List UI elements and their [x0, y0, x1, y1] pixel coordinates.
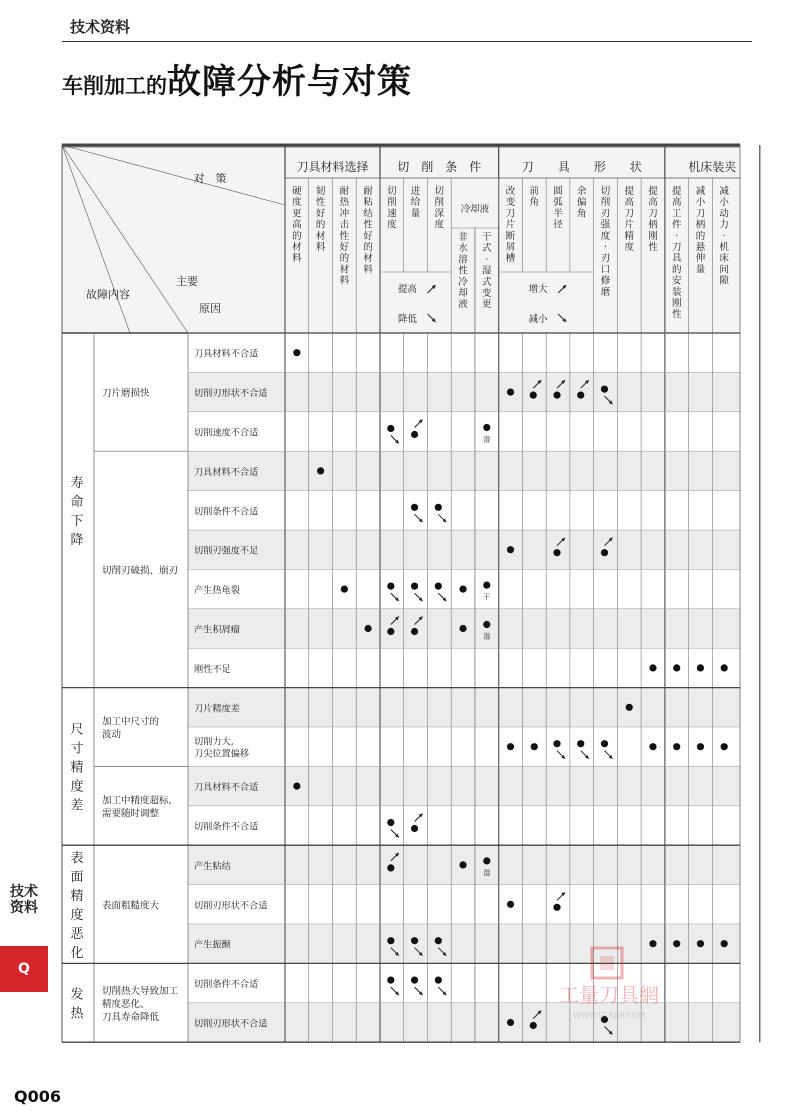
column-header-char: ·	[485, 254, 489, 266]
column-header-char: 的	[339, 253, 350, 265]
mark-dot	[387, 977, 394, 984]
column-header-char: 圆	[553, 186, 563, 197]
category-label-char: 寿	[70, 475, 84, 491]
mark-dot	[531, 743, 538, 750]
title-prefix: 车削加工的	[62, 74, 167, 98]
column-header-char: 度	[434, 219, 445, 231]
column-header-char: 机	[719, 242, 729, 253]
column-header-char: 减	[719, 186, 729, 197]
column-header-char: 更	[482, 299, 492, 311]
mark-dot	[483, 582, 490, 589]
column-header-char: 量	[695, 264, 706, 276]
column-header-char: 的	[671, 264, 682, 276]
mark-dot	[530, 392, 537, 399]
column-header-char: 余	[576, 186, 587, 197]
column-header-char: 悬	[695, 242, 706, 253]
cause-label: 刀具材料不合适	[194, 348, 259, 360]
group-header-3: 机床装夹	[688, 160, 737, 174]
column-header-char: ·	[675, 230, 679, 242]
column-header-char: 的	[695, 230, 706, 242]
cause-label: 切削刃形状不合适	[194, 1018, 268, 1030]
column-header-char: 小	[719, 197, 729, 209]
column-header-char: 片	[624, 219, 634, 231]
column-header-char: 切	[387, 186, 397, 197]
mark-dot	[721, 940, 728, 947]
column-header-char: 动	[719, 208, 729, 220]
column-header-char: 料	[339, 275, 350, 287]
column-header-char: 变	[505, 197, 516, 209]
column-header-char: 槽	[505, 253, 516, 265]
column-header-char: 小	[695, 197, 706, 209]
section-tag: 技术资料	[70, 18, 131, 36]
category-label-char: 精	[70, 888, 84, 904]
column-header-char: 柄	[695, 219, 706, 231]
watermark-logo	[534, 946, 684, 1026]
mark-dot	[697, 664, 704, 671]
page-number: Q006	[14, 1087, 61, 1106]
fault-label: 加工中精度超标,	[102, 795, 172, 807]
column-header-char: 的	[315, 219, 326, 231]
legend-shape-down: 减小	[528, 314, 548, 325]
mark-dot	[435, 937, 442, 944]
corner-cause: 原因	[199, 302, 221, 315]
row-bg	[188, 727, 740, 766]
group-header-1: 切 削 条 件	[397, 160, 482, 174]
mark-dot	[411, 977, 418, 984]
mark-dot	[411, 628, 418, 635]
column-header-char: 刚	[648, 230, 658, 242]
column-header-char: 间	[719, 264, 729, 276]
column-header-char: 隙	[719, 275, 729, 287]
column-header-char: 材	[292, 242, 302, 253]
row-bg	[188, 766, 740, 805]
column-header-char: 提	[671, 186, 682, 197]
side-tab-line-2: 资料	[10, 900, 38, 916]
mark-dot	[601, 549, 608, 556]
column-header-char: 具	[671, 253, 682, 265]
column-header-char: 度	[387, 219, 397, 231]
column-header-char: ·	[722, 230, 726, 242]
cause-label: 切削条件不合适	[194, 821, 259, 833]
mark-dot	[435, 504, 442, 511]
column-header-char: 性	[648, 242, 658, 253]
mark-dot	[387, 425, 394, 432]
row-bg	[188, 372, 740, 411]
mark-dot	[411, 583, 418, 590]
side-tab-letter: Q	[0, 946, 48, 992]
mark-dot	[459, 586, 466, 593]
cause-label: 刀具材料不合适	[194, 466, 259, 478]
mark-dot	[293, 783, 300, 790]
column-header-char: 工	[671, 208, 682, 220]
column-header-char: 击	[339, 219, 350, 231]
column-header-char: 材	[363, 253, 373, 265]
column-header-char: 料	[363, 264, 373, 276]
category-label-char: 恶	[70, 926, 84, 942]
mark-dot	[411, 431, 418, 438]
mark-note: 干	[483, 593, 491, 602]
column-header-char: 性	[315, 197, 326, 209]
cause-label: 切削刃形状不合适	[194, 388, 268, 400]
column-header-char: 削	[434, 197, 445, 209]
column-header-char: 强	[600, 219, 611, 231]
fault-label: 加工中尺寸的	[102, 716, 160, 728]
column-header-char: 角	[576, 208, 587, 220]
column-header-char: 刀	[624, 208, 634, 220]
column-header-char: 量	[410, 208, 421, 220]
column-header-char: 冲	[339, 208, 350, 220]
mark-dot	[483, 857, 490, 864]
column-header-char: 溶	[458, 254, 468, 266]
cause-label: 切削力大,	[194, 736, 234, 748]
column-header-char: 切	[600, 186, 611, 197]
category-label-char: 降	[70, 532, 84, 548]
row-bg	[188, 688, 740, 727]
column-header-char: 安	[671, 275, 682, 287]
category-label-char: 度	[70, 779, 84, 795]
mark-dot	[673, 743, 680, 750]
category-label-char: 面	[70, 869, 84, 885]
column-header-char: 液	[458, 299, 468, 311]
column-header-char: 水	[458, 243, 468, 255]
mark-dot	[411, 937, 418, 944]
mark-dot	[649, 743, 656, 750]
column-header-char: 片	[505, 219, 516, 231]
legend-cut-up: 提高	[398, 284, 418, 295]
mark-dot	[387, 628, 394, 635]
column-header-char: 热	[339, 197, 350, 209]
category-label-char: 差	[70, 798, 84, 814]
column-header-char: 更	[292, 208, 302, 220]
group-header-2: 刀 具 形 状	[521, 160, 642, 174]
column-header-char: 减	[695, 186, 706, 197]
mark-dot	[507, 743, 514, 750]
mark-dot	[649, 664, 656, 671]
fault-label: 切削热大导致加工	[102, 985, 179, 997]
column-header-char: 性	[458, 265, 468, 277]
column-header-char: 进	[410, 186, 421, 197]
cause-label: 切削条件不合适	[194, 506, 259, 518]
column-header-char: 偏	[576, 197, 587, 209]
mark-dot	[387, 583, 394, 590]
column-header-char: 提	[624, 186, 634, 197]
category-label-char: 热	[70, 1006, 84, 1022]
mark-dot	[387, 937, 394, 944]
column-header-char: 刃	[600, 208, 611, 220]
column-header-char: 的	[292, 230, 302, 242]
mark-dot	[483, 621, 490, 628]
category-label-char: 发	[70, 987, 84, 1003]
coolant-header: 冷却液	[460, 204, 490, 215]
column-header-char: 削	[600, 197, 611, 209]
watermark-text: 工量刀具網	[559, 983, 659, 1007]
mark-dot	[317, 467, 324, 474]
corner-cause-main: 主要	[176, 275, 198, 288]
row-bg	[188, 530, 740, 569]
column-header-char: 刃	[600, 253, 611, 265]
column-header-char: 耐	[339, 186, 350, 197]
mark-dot	[387, 864, 394, 871]
column-header-char: 半	[553, 208, 563, 220]
column-header-char: 耐	[363, 186, 373, 197]
column-header-char: 结	[363, 208, 373, 220]
category-label-char: 命	[70, 494, 84, 510]
column-header-char: 料	[292, 253, 302, 265]
column-header-char: 刀	[695, 208, 706, 220]
column-header-char: 精	[624, 230, 634, 242]
legend-shape-up: 增大	[528, 284, 548, 295]
mark-dot	[507, 1019, 514, 1026]
column-header-char: 速	[387, 208, 397, 220]
column-header-char: 式	[482, 276, 492, 288]
mark-dot	[459, 861, 466, 868]
column-header-char: 切	[434, 186, 445, 197]
cause-label: 切削条件不合适	[194, 979, 259, 991]
column-header-char: 好	[363, 230, 373, 242]
column-header-char: 却	[458, 288, 468, 299]
mark-dot	[721, 743, 728, 750]
column-header-char: 前	[529, 186, 540, 197]
column-header-char: 冷	[458, 276, 468, 288]
side-tab-line-1: 技术	[10, 884, 38, 900]
cause-label: 切削刃强度不足	[194, 545, 259, 557]
mark-dot	[673, 664, 680, 671]
corner-fault: 故障内容	[86, 288, 130, 301]
category-label-char: 度	[70, 907, 84, 923]
column-header-char: 性	[363, 219, 373, 231]
column-header-char: ·	[603, 242, 608, 253]
column-header-char: 干	[482, 232, 492, 243]
column-header-char: 柄	[648, 219, 658, 231]
row-bg	[188, 412, 740, 451]
cause-label: 产生热龟裂	[194, 585, 240, 597]
mark-dot	[507, 901, 514, 908]
column-header-char: 高	[648, 197, 658, 209]
column-header-char: 装	[671, 286, 682, 298]
mark-dot	[364, 625, 371, 632]
cause-label: 刀具材料不合适	[194, 782, 259, 794]
mark-dot	[577, 740, 584, 747]
mark-dot	[553, 904, 560, 911]
corner-countermeasure: 对 策	[193, 172, 227, 185]
column-header-char: 料	[315, 242, 326, 253]
cause-label: 刀尖位置偏移	[194, 748, 250, 760]
column-header-char: 径	[553, 219, 563, 231]
mark-dot	[601, 386, 608, 393]
cause-label: 产生振颤	[194, 939, 231, 951]
column-header-char: 削	[387, 197, 397, 209]
column-header-char: 刀	[648, 208, 658, 220]
column-header-char: 断	[505, 230, 516, 242]
mark-dot	[341, 586, 348, 593]
column-header-char: 粘	[363, 197, 373, 209]
column-header-char: 提	[648, 186, 658, 197]
coolant-header-bg	[452, 179, 498, 227]
cause-label: 切削刃形状不合适	[194, 900, 268, 912]
column-header-char: 韧	[315, 186, 326, 197]
row-bg	[188, 885, 740, 924]
category-label-char: 下	[70, 513, 84, 529]
column-header-char: 深	[434, 208, 445, 220]
column-header-char: 伸	[695, 253, 706, 265]
mark-dot	[507, 389, 514, 396]
cause-label: 切削速度不合适	[194, 427, 259, 439]
column-header-char: 硬	[292, 186, 302, 197]
column-header-char: 屑	[505, 242, 516, 253]
column-header-char: 口	[600, 264, 611, 276]
mark-dot	[435, 583, 442, 590]
mark-dot	[459, 625, 466, 632]
column-header-char: 弧	[553, 197, 563, 209]
mark-dot	[387, 819, 394, 826]
fault-label: 需要随时调整	[102, 808, 160, 820]
column-header-char: 高	[624, 197, 634, 209]
mark-dot	[293, 349, 300, 356]
column-header-char: 非	[458, 232, 468, 243]
mark-note: 湿	[483, 435, 491, 444]
column-header-char: 改	[505, 186, 516, 197]
cause-label: 刚性不足	[194, 663, 231, 675]
column-header-char: 件	[671, 219, 682, 231]
category-label-char: 化	[70, 945, 84, 961]
category-label-char: 尺	[70, 722, 84, 738]
mark-dot	[411, 825, 418, 832]
row-bg	[188, 648, 740, 687]
group-header-0: 刀具材料选择	[296, 160, 369, 174]
mark-note: 湿	[483, 632, 491, 641]
legend-cut-down: 降低	[398, 314, 418, 325]
mark-dot	[553, 740, 560, 747]
cause-label: 产生积屑瘤	[194, 624, 240, 636]
column-header-char: 修	[600, 275, 611, 287]
mark-note: 湿	[483, 868, 491, 877]
fault-label: 表面粗糙度大	[102, 900, 160, 912]
title-main: 故障分析与对策	[167, 62, 412, 102]
row-bg	[188, 806, 740, 845]
column-header-char: 度	[292, 197, 302, 209]
mark-dot	[553, 392, 560, 399]
column-header-char: 刚	[671, 298, 682, 309]
fault-label: 切削刃破损、崩刃	[102, 565, 179, 577]
column-header-char: 的	[363, 242, 373, 253]
column-header-char: 变	[482, 288, 492, 299]
column-header-char: 力	[719, 219, 729, 231]
mark-dot	[411, 504, 418, 511]
category-label-char: 表	[70, 850, 84, 866]
column-header-char: 式	[482, 243, 492, 255]
column-header-char: 性	[339, 230, 350, 242]
column-header-char: 高	[671, 197, 682, 209]
mark-dot	[721, 664, 728, 671]
row-bg	[188, 491, 740, 530]
row-bg	[188, 451, 740, 490]
mark-dot	[553, 549, 560, 556]
category-label-char: 精	[70, 760, 84, 776]
mark-dot	[626, 704, 633, 711]
fault-label: 精度恶化、	[102, 998, 150, 1010]
fault-label: 刀具寿命降低	[102, 1011, 160, 1023]
column-header-char: 给	[410, 197, 421, 209]
column-header-char: 刀	[505, 208, 516, 220]
mark-dot	[697, 743, 704, 750]
column-header-char: 材	[339, 264, 350, 276]
mark-dot	[507, 546, 514, 553]
category-label-char: 寸	[70, 741, 84, 757]
column-header-char: 高	[292, 219, 302, 231]
column-header-char: 性	[671, 309, 682, 321]
mark-dot	[483, 424, 490, 431]
column-header-char: 角	[529, 197, 540, 209]
cause-label: 刀片精度差	[194, 703, 240, 715]
mark-dot	[601, 740, 608, 747]
column-header-char: 度	[624, 242, 634, 253]
fault-label: 刀片磨损快	[102, 388, 150, 400]
cause-label: 产生粘结	[194, 860, 231, 872]
column-header-char: 材	[315, 230, 326, 242]
mark-dot	[577, 392, 584, 399]
row-bg	[188, 333, 740, 372]
side-tab	[0, 884, 48, 944]
mark-dot	[435, 977, 442, 984]
column-header-char: 好	[315, 208, 326, 220]
column-header-char: 刀	[671, 242, 682, 253]
mark-dot	[697, 940, 704, 947]
column-header-char: 磨	[600, 286, 611, 298]
column-header-char: 湿	[482, 265, 492, 277]
column-header-char: 好	[339, 242, 350, 253]
watermark-url: WWW.GLRJW.COM	[572, 1011, 646, 1020]
fault-label: 波动	[102, 729, 122, 741]
column-header-char: 床	[719, 253, 729, 265]
column-header-char: 度	[600, 230, 611, 242]
